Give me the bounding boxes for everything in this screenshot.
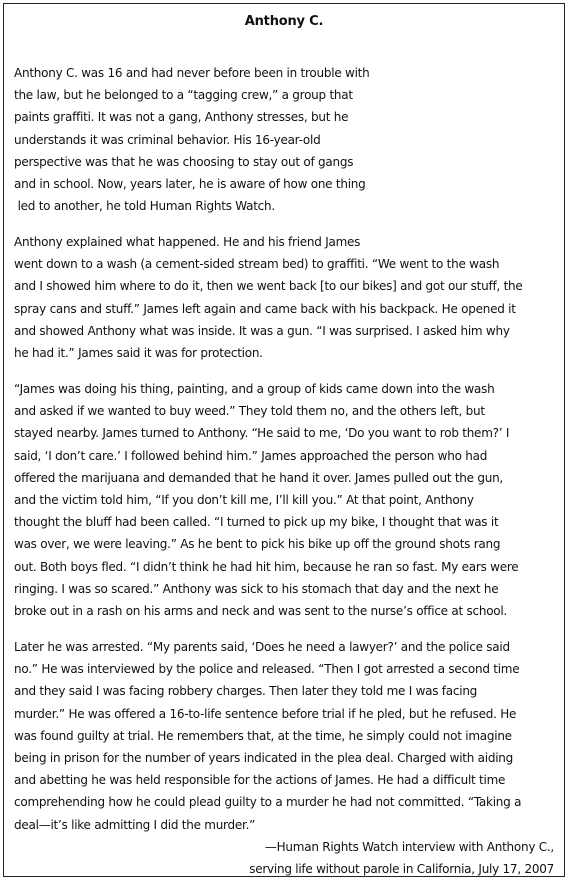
paragraph-1 — [14, 62, 370, 217]
text-line: the law, but he belonged to a “tagging crew,” a group that — [14, 88, 353, 103]
document-frame — [3, 3, 565, 877]
paragraph-3 — [14, 378, 518, 622]
text-line: led to another, he told Human Rights Watch. — [14, 199, 275, 214]
text-line: said, ‘I don’t care.’ I followed behind him.” James approached the person who had — [14, 448, 488, 463]
text-line: and showed Anthony what was inside. It was a gun. “I was surprised. I asked him why — [14, 323, 510, 338]
text-line: ringing. I was so scared.” Anthony was sick to his stomach that day and the next he — [14, 581, 499, 596]
text-line: paints graffiti. It was not a gang, Anthony stresses, but he — [14, 110, 349, 125]
text-line: understands it was criminal behavior. His 16-year-old — [14, 132, 321, 147]
text-line: was over, we were leaving.” As he bent to pick his bike up off the ground shots rang — [14, 537, 501, 552]
text-line: he had it.” James said it was for protection. — [14, 346, 263, 361]
text-line: stayed nearby. James turned to Anthony. “He said to me, ‘Do you want to rob them?’ I — [14, 426, 510, 441]
text-line: perspective was that he was choosing to stay out of gangs — [14, 154, 354, 169]
text-line: was found guilty at trial. He remembers that, at the time, he simply could not imagine — [14, 728, 512, 743]
text-line: and in school. Now, years later, he is aware of how one thing — [14, 177, 366, 192]
text-line: deal—it’s like admitting I did the murder.” — [14, 817, 256, 832]
text-line: Later he was arrested. “My parents said, ‘Does he need a lawyer?’ and the police said — [14, 640, 510, 654]
attribution-line: serving life without parole in California, July 17, 2007 — [249, 862, 554, 877]
text-line: out. Both boys fled. “I didn’t think he had hit him, because he ran so fast. My ears were — [14, 559, 519, 574]
document-title: Anthony C. — [244, 14, 324, 29]
text-line: Anthony explained what happened. He and his friend James — [14, 235, 361, 249]
text-line: and they said I was facing robbery charges. Then later they told me I was facing — [14, 684, 478, 699]
text-line: and asked if we wanted to buy weed.” They told them no, and the others left, but — [14, 404, 485, 419]
paragraph-4 — [14, 636, 521, 836]
text-line: being in prison for the number of years indicated in the plea deal. Charged with aiding — [14, 751, 514, 766]
attribution-line: —Human Rights Watch interview with Anthony C., — [264, 840, 554, 854]
paragraph-2 — [14, 231, 523, 364]
text-line: went down to a wash (a cement-sided stream bed) to graffiti. “We went to the wash — [14, 257, 500, 272]
text-line: and I showed him where to do it, then we went back [to our bikes] and got our stuff, the — [14, 279, 523, 294]
text-line: comprehending how he could plead guilty to a murder he had not committed. “Taking a — [14, 795, 522, 810]
attribution — [249, 836, 554, 880]
text-line: and the victim told him, “If you don’t kill me, I’ll kill you.” At that point, Anthony — [14, 493, 474, 508]
text-line: broke out in a rash on his arms and neck and was sent to the nurse’s office at school. — [14, 604, 508, 619]
text-line: no.” He was interviewed by the police and released. “Then I got arrested a second time — [14, 662, 520, 677]
text-line: thought the bluff had been called. “I turned to pick up my bike, I thought that was it — [14, 515, 499, 530]
text-line: spray cans and stuff.” James left again and came back with his backpack. He opened it — [14, 301, 516, 316]
text-line: Anthony C. was 16 and had never before been in trouble with — [14, 66, 370, 80]
text-line: murder.” He was offered a 16-to-life sentence before trial if he pled, but he refused. He — [14, 706, 517, 721]
text-line: offered the marijuana and demanded that he hand it over. James pulled out the gun, — [14, 470, 503, 485]
text-line: “James was doing his thing, painting, and a group of kids came down into the wash — [14, 382, 495, 396]
text-line: and abetting he was held responsible for the actions of James. He had a difficult time — [14, 773, 506, 788]
